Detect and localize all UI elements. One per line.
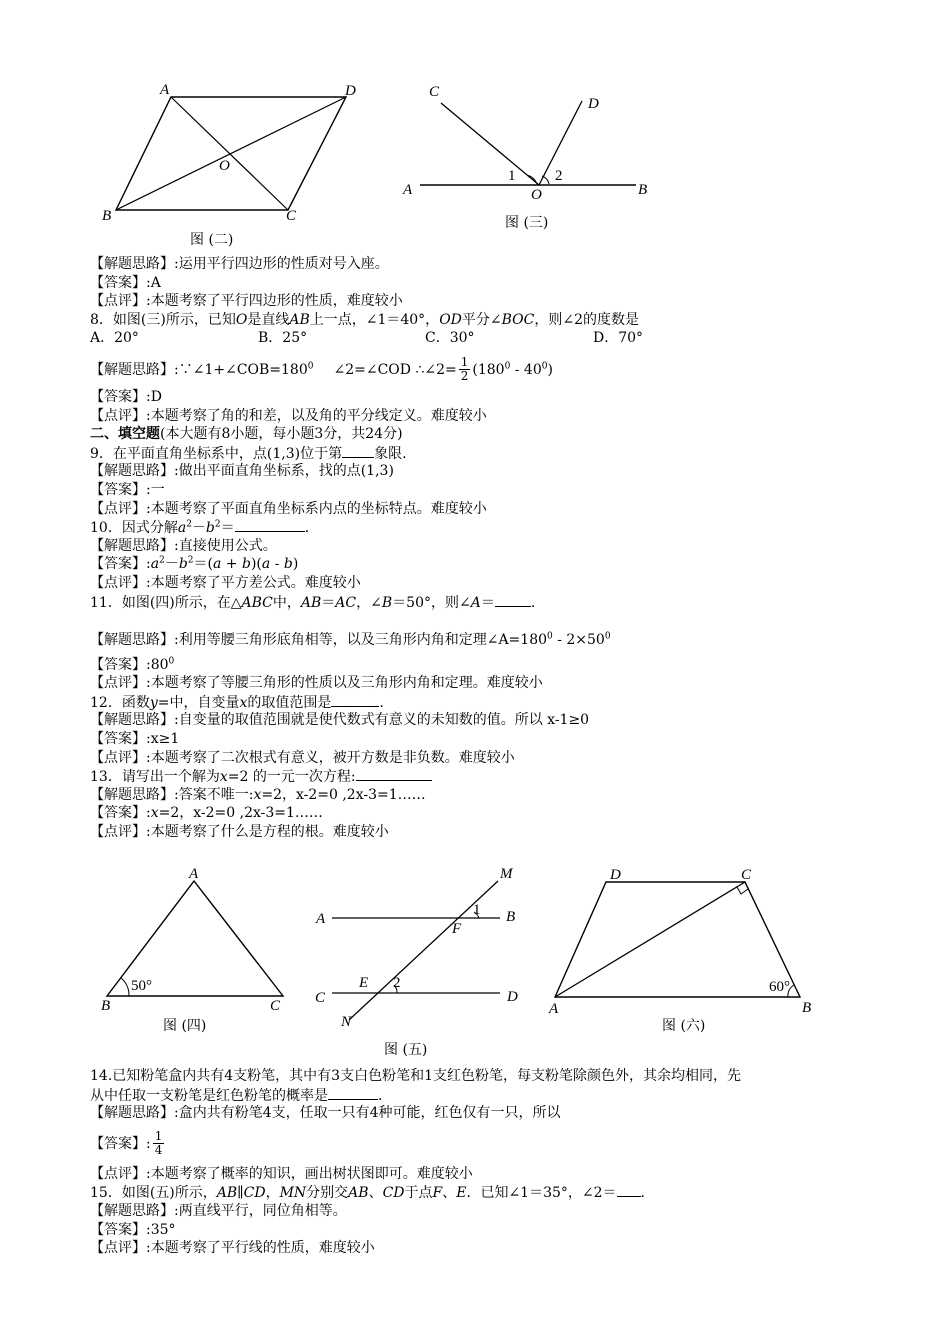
q11-thinking-text: - 2×50 <box>552 632 605 649</box>
section-title: 二、填空题 <box>90 426 160 443</box>
q8-text: 上一点，∠1＝40°， <box>309 311 440 328</box>
answer-blank <box>495 593 531 607</box>
label-o: O <box>531 187 542 203</box>
label-m: M <box>500 866 513 882</box>
q10-thinking-text: :直接使用公式。 <box>174 537 277 554</box>
q13-thinking-text: =2，x-2=0 ,2x-3=1…… <box>261 786 426 803</box>
q12-thinking-text: :自变量的取值范围就是使代数式有意义的未知数的值。所以 x-1≥0 <box>174 712 590 729</box>
diagonal-ac <box>555 882 745 997</box>
q15-text: ．已知∠1＝35°，∠2＝ <box>466 1185 617 1202</box>
q9-comment <box>90 500 880 519</box>
answer-label: 【答案】 <box>90 656 146 673</box>
q15-var: CD <box>382 1185 405 1202</box>
label-d: D <box>588 96 599 112</box>
q8-var: BOC <box>501 311 535 328</box>
q8-thinking-text: (180 <box>472 361 505 378</box>
q11-comment <box>90 674 880 693</box>
q10-comment-text: :本题考察了平方差公式。难度较小 <box>146 574 361 591</box>
q15-var: F <box>432 1185 443 1202</box>
q7-thinking <box>90 255 880 274</box>
q14-thinking-text: :盒内共有粉笔4支，任取一只有4种可能，红色仅有一只，所以 <box>174 1105 561 1122</box>
q14-answer <box>90 1123 880 1165</box>
q15-var: E <box>456 1185 467 1202</box>
trapezoid-abcd <box>555 882 800 997</box>
label-angle-1: 1 <box>508 168 516 184</box>
answer-label: 【答案】 <box>90 274 146 291</box>
q12-text: . <box>379 694 384 711</box>
label-a: A <box>549 1001 559 1017</box>
q12-text: =中，自变量 <box>157 694 240 711</box>
exponent: 2 <box>159 555 165 566</box>
q8-thinking-text: ∠2=∠COD ∴∠2= <box>333 361 457 378</box>
q10-thinking <box>90 537 880 556</box>
q9-thinking-text: :做出平面直角坐标系，找的点(1,3) <box>174 463 394 480</box>
q8-thinking-text: :∵∠1+∠COB=180 <box>174 361 308 378</box>
section-desc: (本大题有8小题，每小题3分，共24分) <box>160 426 403 443</box>
degree-mark: 0 <box>504 361 511 372</box>
q11-comment-text: :本题考察了等腰三角形的性质以及三角形内角和定理。难度较小 <box>146 675 543 692</box>
q15-text: 于点 <box>404 1185 433 1202</box>
q10-var: b <box>205 520 215 537</box>
q15-thinking-text: :两直线平行，同位角相等。 <box>174 1202 347 1219</box>
q11-stem <box>90 593 880 612</box>
q10-answer-text: ＝( <box>193 556 213 573</box>
figure-5-caption: 图 (五) <box>384 1042 428 1058</box>
q10-answer <box>90 555 880 574</box>
fraction-denominator: 4 <box>154 1143 163 1158</box>
q14-text: . <box>378 1087 383 1104</box>
q8-answer <box>90 388 880 407</box>
q9-thinking <box>90 462 880 481</box>
q11-var: AB <box>300 594 322 611</box>
ray-oc <box>441 103 539 185</box>
q13-var: x <box>253 786 262 803</box>
q8-comment <box>90 407 880 426</box>
q14-comment <box>90 1165 880 1184</box>
q13-text: 13．请写出一个解为 <box>90 769 220 786</box>
q13-thinking <box>90 786 880 805</box>
q7-comment-text: :本题考察了平行四边形的性质，难度较小 <box>146 293 403 310</box>
q7-thinking-text: :运用平行四边形的性质对号入座。 <box>174 256 389 272</box>
comment-label: 【点评】 <box>90 500 146 517</box>
answer-blank <box>328 1086 378 1100</box>
diagonal-bd <box>116 97 346 210</box>
comment-label: 【点评】 <box>90 1165 146 1182</box>
q14-stem-line2 <box>90 1086 880 1105</box>
degree-mark: 0 <box>307 361 314 372</box>
q10-var: a <box>150 556 160 573</box>
q11-thinking <box>90 631 880 650</box>
exponent: 2 <box>186 519 192 530</box>
figure-6-caption: 图 (六) <box>662 1018 706 1034</box>
fraction-numerator: 1 <box>154 1129 163 1144</box>
q10-text: － <box>191 520 206 537</box>
q8-text: 是直线 <box>247 311 290 328</box>
q8-text: 平分∠ <box>461 311 502 328</box>
thinking-label: 【解题思路】 <box>90 537 174 554</box>
q10-text: ＝ <box>220 520 235 537</box>
q8-thinking <box>90 352 880 388</box>
answer-label: 【答案】 <box>90 481 146 498</box>
fraction-numerator: 1 <box>460 355 469 370</box>
degree-mark: 0 <box>604 631 611 642</box>
q8-option-b: B．25° <box>258 330 308 347</box>
q7-comment <box>90 292 880 311</box>
q8-thinking-text: - 40 <box>510 361 542 378</box>
q10-stem <box>90 518 880 537</box>
q12-comment-text: :本题考察了二次根式有意义，被开方数是非负数。难度较小 <box>146 749 515 766</box>
q9-text: 9．在平面直角坐标系中，点(1,3)位于第 <box>90 445 343 462</box>
label-a: A <box>403 182 413 198</box>
q15-answer-text: :35° <box>146 1221 176 1238</box>
q12-var: y <box>149 694 158 711</box>
q12-comment <box>90 749 880 768</box>
label-e: E <box>359 975 369 991</box>
label-angle-50: 50° <box>131 978 152 994</box>
q12-answer-text: :x≥1 <box>146 731 180 748</box>
q10-answer-text: )( <box>250 556 262 573</box>
label-b: B <box>506 909 516 925</box>
q13-var: x <box>219 769 228 786</box>
q10-answer-text: ) <box>292 556 299 573</box>
figure-4-caption: 图 (四) <box>163 1018 207 1034</box>
thinking-label: 【解题思路】 <box>90 361 174 378</box>
label-d: D <box>610 867 621 883</box>
diagonal-ac <box>171 97 288 210</box>
label-c: C <box>429 84 440 100</box>
q10-text: 10．因式分解 <box>90 520 178 537</box>
q8-thinking-text: ) <box>547 361 553 378</box>
q13-stem <box>90 767 880 786</box>
answer-blank <box>331 693 379 707</box>
figures-row-2 <box>0 860 950 1064</box>
label-o: O <box>219 158 230 174</box>
fraction-denominator: 2 <box>460 369 469 384</box>
q10-var: b <box>283 556 293 573</box>
q11-var: B <box>381 594 393 611</box>
q12-thinking <box>90 711 880 730</box>
q11-text: ＝ <box>480 594 495 611</box>
section-heading <box>90 425 880 444</box>
q15-comment <box>90 1239 880 1258</box>
q9-answer-text: :一 <box>146 481 165 498</box>
q8-stem <box>90 311 880 330</box>
label-d: D <box>345 83 356 99</box>
q15-text: 、 <box>442 1185 457 1202</box>
q10-answer-text: + <box>221 556 242 573</box>
label-a: A <box>316 911 326 927</box>
answer-label: 【答案】 <box>90 556 146 573</box>
q11-text: . <box>530 594 536 611</box>
label-c: C <box>315 990 326 1006</box>
q11-text: ＝ <box>321 594 336 611</box>
q8-comment-text: :本题考察了角的和差，以及角的平分线定义。难度较小 <box>146 407 487 424</box>
q15-text: . <box>640 1185 645 1202</box>
label-angle-2: 2 <box>393 975 401 991</box>
q7-answer-text: :A <box>146 274 161 291</box>
answer-label: 【答案】 <box>90 805 146 822</box>
q8-option-d: D．70° <box>593 330 644 347</box>
q11-text: 11．如图(四)所示，在△ <box>90 594 242 611</box>
comment-label: 【点评】 <box>90 824 146 841</box>
label-a: A <box>160 82 170 98</box>
answer-blank <box>342 444 374 458</box>
label-c: C <box>741 867 752 883</box>
thinking-label: 【解题思路】 <box>90 786 174 803</box>
answer-label: 【答案】 <box>90 731 146 748</box>
degree-mark: 0 <box>541 361 548 372</box>
q15-var: CD <box>243 1185 266 1202</box>
label-c: C <box>270 998 281 1014</box>
label-b: B <box>638 182 648 198</box>
q15-text: 分别交 <box>306 1185 349 1202</box>
q15-text: 、 <box>368 1185 383 1202</box>
q12-text: 的取值范围是 <box>247 694 332 711</box>
q8-answer-text: :D <box>146 388 162 405</box>
thinking-label: 【解题思路】 <box>90 256 174 272</box>
q14-text: 从中任取一支粉笔是红色粉笔的概率是 <box>90 1087 328 1104</box>
label-b: B <box>101 998 111 1014</box>
exponent: 2 <box>214 519 221 530</box>
q8-option-a: A．20° <box>90 330 139 347</box>
q10-var: b <box>241 556 251 573</box>
q13-var: x <box>150 805 159 822</box>
fraction-quarter <box>153 1130 165 1157</box>
comment-label: 【点评】 <box>90 407 146 424</box>
q13-answer-text: : <box>146 805 151 822</box>
answer-label: 【答案】 <box>90 388 146 405</box>
q11-text: 中， <box>272 594 301 611</box>
thinking-label: 【解题思路】 <box>90 632 174 649</box>
exponent: 2 <box>187 555 194 566</box>
thinking-label: 【解题思路】 <box>90 463 174 480</box>
degree-mark: 0 <box>168 656 175 667</box>
document-body-lower <box>90 1067 880 1258</box>
fraction-half <box>459 356 471 383</box>
q11-answer <box>90 656 880 675</box>
q10-answer-text: － <box>164 556 179 573</box>
q14-answer-text: : <box>146 1135 151 1152</box>
q8-option-c: C．30° <box>425 330 475 347</box>
q11-var: AC <box>335 594 357 611</box>
q13-comment <box>90 823 880 842</box>
q8-text: ，则∠2的度数是 <box>534 311 640 328</box>
thinking-label: 【解题思路】 <box>90 1105 174 1122</box>
label-n: N <box>341 1014 352 1030</box>
label-angle-1: 1 <box>473 902 481 918</box>
q15-stem <box>90 1183 880 1202</box>
q9-comment-text: :本题考察了平面直角坐标系内点的坐标特点。难度较小 <box>146 500 487 517</box>
q8-var: O <box>235 311 248 328</box>
angle-b-arc <box>121 978 129 996</box>
comment-label: 【点评】 <box>90 574 146 591</box>
q11-text: ，∠ <box>356 594 382 611</box>
label-a: A <box>189 866 199 882</box>
document-body <box>90 255 880 842</box>
figure-2-caption: 图 (二) <box>190 232 234 248</box>
label-b: B <box>102 208 112 224</box>
label-c: C <box>286 208 297 224</box>
q15-text: ∥ <box>237 1185 244 1202</box>
q10-var: a <box>261 556 271 573</box>
figures-4-5-6-svg <box>0 860 950 1060</box>
q12-text: 12．函数 <box>90 694 150 711</box>
answer-label: 【答案】 <box>90 1135 146 1152</box>
answer-blank <box>356 767 432 781</box>
q12-var: x <box>239 694 248 711</box>
comment-label: 【点评】 <box>90 1240 146 1257</box>
answer-label: 【答案】 <box>90 1221 146 1238</box>
q11-text: ＝50°，则∠ <box>392 594 471 611</box>
q10-var: a <box>212 556 222 573</box>
degree-mark: 0 <box>547 631 553 642</box>
thinking-label: 【解题思路】 <box>90 712 174 729</box>
figure-2-svg <box>0 0 950 260</box>
q9-text: 象限. <box>374 445 407 462</box>
q14-stem-line1: 14.已知粉笔盒内共有4支粉笔，其中有3支白色粉笔和1支红色粉笔，每支粉笔除颜色外，其余均相同，先 <box>90 1068 741 1084</box>
q8-options <box>90 329 880 348</box>
q9-stem <box>90 444 880 463</box>
q11-var: A <box>470 594 481 611</box>
spacer <box>90 611 880 631</box>
q10-comment <box>90 574 880 593</box>
answer-blank <box>617 1183 641 1197</box>
right-angle-mark <box>737 887 748 894</box>
q15-var: AB <box>348 1185 369 1202</box>
q10-text: . <box>304 520 310 537</box>
q15-answer <box>90 1221 880 1240</box>
q15-text: ， <box>265 1185 280 1202</box>
label-b: B <box>802 1000 812 1016</box>
comment-label: 【点评】 <box>90 749 146 766</box>
label-angle-60: 60° <box>769 979 790 995</box>
q11-answer-text: :80 <box>146 656 169 673</box>
q7-answer <box>90 274 880 293</box>
q15-text: 15．如图(五)所示， <box>90 1185 217 1202</box>
comment-label: 【点评】 <box>90 675 146 692</box>
q15-comment-text: :本题考察了平行线的性质，难度较小 <box>146 1240 375 1257</box>
q14-thinking <box>90 1104 880 1123</box>
q11-var: ABC <box>241 594 273 611</box>
q10-var: a <box>177 520 187 537</box>
q8-var: AB <box>289 311 310 328</box>
comment-label: 【点评】 <box>90 293 146 310</box>
q8-text: 8．如图(三)所示，已知 <box>90 311 236 328</box>
q15-var: MN <box>279 1185 307 1202</box>
q12-answer <box>90 730 880 749</box>
q10-answer-text: : <box>146 556 151 573</box>
q13-comment-text: :本题考察了什么是方程的根。难度较小 <box>146 824 389 841</box>
q15-var: AB <box>216 1185 238 1202</box>
q13-thinking-text: :答案不唯一: <box>174 786 254 803</box>
q15-thinking <box>90 1202 880 1221</box>
label-f: F <box>452 921 462 937</box>
q10-answer-text: - <box>270 556 284 573</box>
label-angle-2: 2 <box>555 168 563 184</box>
label-d: D <box>507 989 518 1005</box>
q9-answer <box>90 481 880 500</box>
q11-thinking-text: :利用等腰三角形底角相等，以及三角形内角和定理∠A=180 <box>174 632 548 649</box>
q8-var: OD <box>439 311 462 328</box>
q14-comment-text: :本题考察了概率的知识，画出树状图即可。难度较小 <box>146 1165 473 1182</box>
q10-var: b <box>178 556 188 573</box>
q13-text: =2 的一元一次方程: <box>227 769 356 786</box>
q12-stem <box>90 693 880 712</box>
answer-blank <box>235 518 305 532</box>
q13-answer-text: =2，x-2=0 ,2x-3=1…… <box>158 805 323 822</box>
figure-3-caption: 图 (三) <box>505 215 549 231</box>
q13-answer <box>90 804 880 823</box>
thinking-label: 【解题思路】 <box>90 1202 174 1219</box>
figure-parallelogram <box>0 0 950 264</box>
